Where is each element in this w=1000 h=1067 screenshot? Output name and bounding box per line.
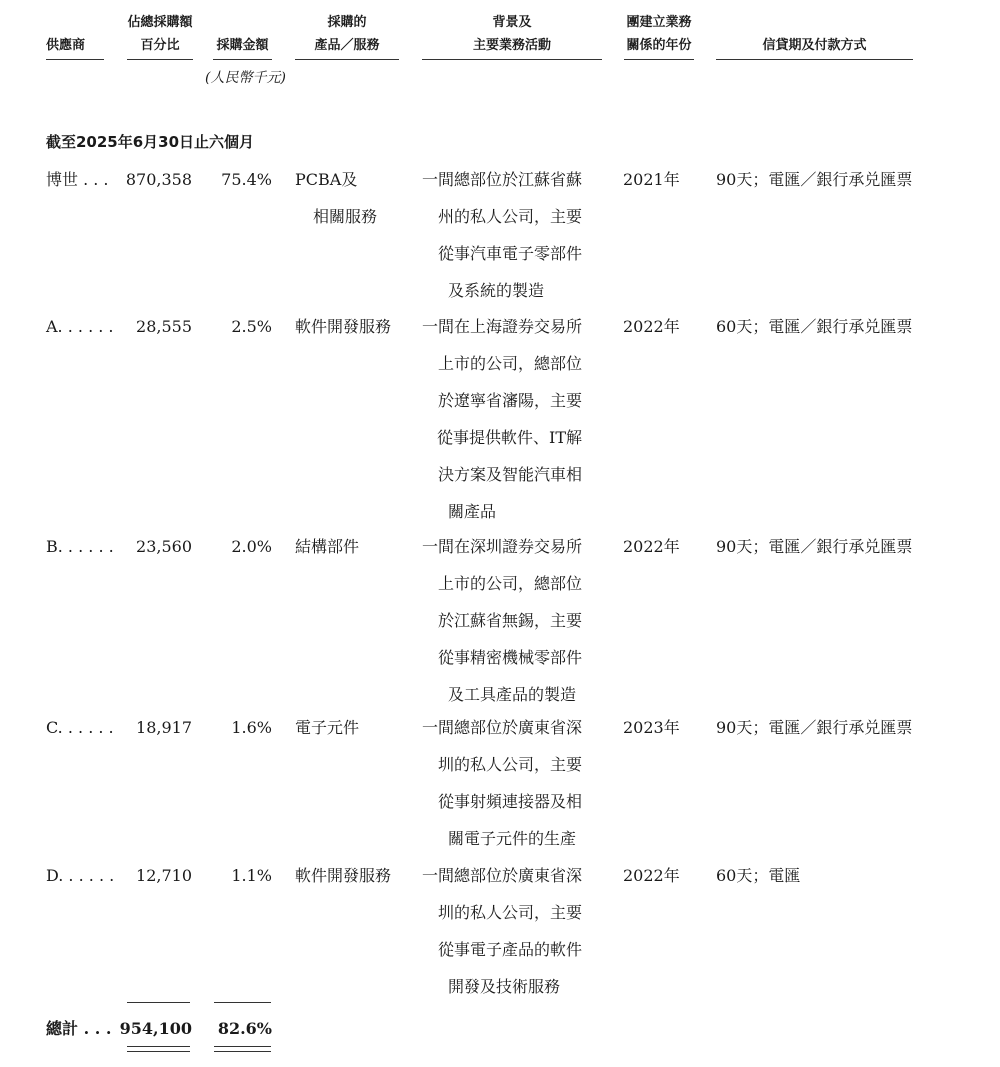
background-line: 從事汽車電子零部件 xyxy=(437,244,582,263)
background-line: 關產品 xyxy=(448,502,497,521)
purchase-percent: 2.0% xyxy=(231,537,272,556)
header-credit-line2: 信貸期及付款方式 xyxy=(762,38,867,53)
total-row xyxy=(0,1019,1000,1043)
purchase-amount: 28,555 xyxy=(136,317,192,336)
purchase-percent: 1.6% xyxy=(231,718,272,737)
background-line: 上市的公司，總部位 xyxy=(437,574,582,593)
header-supplier-line2: 供應商 xyxy=(46,38,86,53)
purchase-amount: 870,358 xyxy=(125,170,192,189)
header-background-line2: 主要業務活動 xyxy=(472,38,551,53)
background-line: 一間在上海證券交易所 xyxy=(422,317,583,336)
background-line: 從事射頻連接器及相 xyxy=(437,792,582,811)
purchase-percent: 2.5% xyxy=(231,317,272,336)
table-row xyxy=(0,866,1000,1001)
background-line: 上市的公司，總部位 xyxy=(437,354,582,373)
total-label: 總計 . . . xyxy=(46,1019,112,1038)
relationship-year: 2022年 xyxy=(623,537,680,556)
header-percent xyxy=(213,6,272,60)
purchase-amount: 18,917 xyxy=(136,718,192,737)
supplier-name: A. . . . . . xyxy=(46,317,114,336)
total-top-rule-amount xyxy=(127,1002,190,1003)
background-line: 從事電子產品的軟件 xyxy=(437,940,582,959)
credit-terms: 90天；電匯／銀行承兑匯票 xyxy=(716,718,913,737)
supplier-name: B. . . . . . xyxy=(46,537,114,556)
background-line: 決方案及智能汽車相 xyxy=(437,465,582,484)
background-line: 州的私人公司，主要 xyxy=(437,207,582,226)
background-line: 一間總部位於江蘇省蘇 xyxy=(422,170,583,189)
background-line: 一間總部位於廣東省深 xyxy=(422,866,583,885)
table-row xyxy=(0,537,1000,707)
header-year-line1: 團建立業務 xyxy=(626,15,692,30)
purchase-amount: 23,560 xyxy=(136,537,192,556)
product-line: PCBA及 xyxy=(295,170,358,189)
header-product xyxy=(295,6,399,60)
total-amount: 954,100 xyxy=(119,1019,192,1038)
background-line: 圳的私人公司，主要 xyxy=(437,903,582,922)
total-top-rule-percent xyxy=(214,1002,271,1003)
total-double-rule-percent-2 xyxy=(214,1051,271,1052)
product-line: 軟件開發服務 xyxy=(295,317,392,336)
header-product-line1: 採購的 xyxy=(327,15,367,30)
credit-terms: 60天；電匯／銀行承兑匯票 xyxy=(716,317,913,336)
unit-note: (人民幣千元) xyxy=(205,70,286,86)
header-background-line1: 背景及 xyxy=(492,15,532,30)
header-percent-line2: 採購金額 xyxy=(216,38,269,53)
product-line: 軟件開發服務 xyxy=(295,866,392,885)
table-row xyxy=(0,170,1000,300)
background-line: 開發及技術服務 xyxy=(448,977,561,996)
background-line: 於遼寧省瀋陽，主要 xyxy=(437,391,582,410)
supplier-name: C. . . . . . xyxy=(46,718,114,737)
product-line: 相關服務 xyxy=(313,207,378,226)
table-row xyxy=(0,718,1000,853)
background-line: 及系統的製造 xyxy=(448,281,545,300)
supplier-name: 博世 . . . xyxy=(46,170,109,189)
total-percent: 82.6% xyxy=(217,1019,272,1038)
header-product-line2: 產品／服務 xyxy=(314,38,380,53)
background-line: 及工具產品的製造 xyxy=(448,685,577,704)
header-amount xyxy=(127,6,193,60)
relationship-year: 2021年 xyxy=(623,170,680,189)
credit-terms: 60天；電匯 xyxy=(716,866,801,885)
background-line: 一間總部位於廣東省深 xyxy=(422,718,583,737)
header-supplier xyxy=(46,6,104,60)
header-amount-line1: 佔總採購額 xyxy=(127,15,193,30)
section-title: 截至2025年6月30日止六個月 xyxy=(46,133,255,151)
purchase-percent: 1.1% xyxy=(231,866,272,885)
background-line: 關電子元件的生產 xyxy=(448,829,577,848)
total-double-rule-amount-1 xyxy=(127,1046,190,1047)
product-line: 結構部件 xyxy=(295,537,360,556)
header-amount-line2: 百分比 xyxy=(140,38,180,53)
total-double-rule-percent-1 xyxy=(214,1046,271,1047)
background-line: 圳的私人公司，主要 xyxy=(437,755,582,774)
credit-terms: 90天；電匯／銀行承兑匯票 xyxy=(716,537,913,556)
relationship-year: 2022年 xyxy=(623,317,680,336)
header-year-line2: 關係的年份 xyxy=(626,38,692,53)
header-year xyxy=(624,6,694,60)
background-line: 於江蘇省無錫，主要 xyxy=(437,611,582,630)
background-line: 一間在深圳證券交易所 xyxy=(422,537,583,556)
supplier-name: D. . . . . . xyxy=(46,866,115,885)
table-row xyxy=(0,317,1000,527)
relationship-year: 2022年 xyxy=(623,866,680,885)
purchase-percent: 75.4% xyxy=(221,170,272,189)
background-line: 從事精密機械零部件 xyxy=(437,648,582,667)
relationship-year: 2023年 xyxy=(623,718,680,737)
header-background xyxy=(422,6,602,60)
credit-terms: 90天；電匯／銀行承兑匯票 xyxy=(716,170,913,189)
header-credit xyxy=(716,6,913,60)
product-line: 電子元件 xyxy=(295,718,360,737)
background-line: 從事提供軟件、IT解 xyxy=(437,428,582,447)
purchase-amount: 12,710 xyxy=(136,866,192,885)
total-double-rule-amount-2 xyxy=(127,1051,190,1052)
